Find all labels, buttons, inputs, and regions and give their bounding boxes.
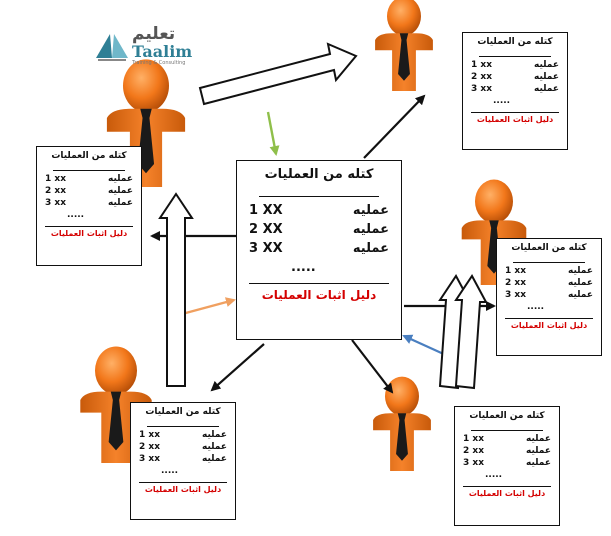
divider <box>139 482 227 483</box>
operation-row <box>471 84 559 94</box>
card-footer: دليل اثبات العمليات <box>510 321 588 330</box>
operation-label: عمليه <box>568 278 593 288</box>
continuation-dots: ..... <box>527 302 545 312</box>
card-title: كتله من العمليات <box>477 37 553 47</box>
operation-row <box>45 186 133 196</box>
divider <box>259 196 379 197</box>
divider <box>53 170 125 171</box>
operation-label: عمليه <box>534 84 559 94</box>
card-footer: دليل اثبات العمليات <box>144 485 222 494</box>
divider <box>249 283 389 284</box>
logo-english-text: Taalim <box>132 42 193 61</box>
operation-row <box>471 72 559 82</box>
operation-value: 3 xx <box>471 84 493 94</box>
operation-row <box>139 430 227 440</box>
taalim-logo <box>94 24 204 70</box>
operation-value: 2 xx <box>471 72 493 82</box>
continuation-dots: ..... <box>67 210 85 220</box>
operation-value: 1 xx <box>471 60 493 70</box>
person-icon <box>375 0 433 91</box>
operation-value: 1 xx <box>463 434 485 444</box>
operation-row <box>463 458 551 468</box>
continuation-dots: ..... <box>291 260 316 275</box>
operation-value: 2 xx <box>463 446 485 456</box>
operation-value: 3 xx <box>139 454 161 464</box>
operation-value: 1 xx <box>45 174 67 184</box>
card-title: كتله من العمليات <box>145 407 221 417</box>
operation-value: 1 xx <box>139 430 161 440</box>
card-title: كتله من العمليات <box>469 411 545 421</box>
arrow-to-bottom-left <box>212 344 264 390</box>
batch-card-bottom-right <box>454 406 560 526</box>
card-footer: دليل اثبات العمليات <box>476 115 554 124</box>
operation-row <box>505 266 593 276</box>
operation-label: عمليه <box>568 290 593 300</box>
operation-row <box>45 198 133 208</box>
operation-label: عمليه <box>108 186 133 196</box>
operation-label: عمليه <box>352 241 389 256</box>
operation-label: عمليه <box>534 60 559 70</box>
operation-value: 1 xx <box>505 266 527 276</box>
continuation-dots: ..... <box>485 470 503 480</box>
continuation-dots: ..... <box>161 466 179 476</box>
operation-label: عمليه <box>108 198 133 208</box>
operation-label: عمليه <box>352 203 389 218</box>
card-title: كتله من العمليات <box>51 151 127 161</box>
operation-label: عمليه <box>202 430 227 440</box>
operation-label: عمليه <box>568 266 593 276</box>
divider <box>513 262 585 263</box>
operation-row <box>249 241 389 256</box>
operation-label: عمليه <box>526 458 551 468</box>
divider <box>471 430 543 431</box>
operation-value: 2 xx <box>139 442 161 452</box>
operation-row <box>505 278 593 288</box>
batch-card-center <box>236 160 402 340</box>
operation-value: 3 xx <box>505 290 527 300</box>
divider <box>505 318 593 319</box>
arrow-to-top-right <box>364 96 424 158</box>
batch-card-left <box>36 146 142 266</box>
operation-label: عمليه <box>526 434 551 444</box>
operation-row <box>505 290 593 300</box>
book-logo-icon <box>94 28 130 62</box>
card-title: كتله من العمليات <box>264 167 374 182</box>
operation-label: عمليه <box>202 442 227 452</box>
operation-row <box>463 434 551 444</box>
card-footer: دليل اثبات العمليات <box>50 229 128 238</box>
hollow-arrow-top <box>200 44 356 104</box>
operation-value: 2 XX <box>249 222 283 237</box>
operation-label: عمليه <box>352 222 389 237</box>
continuation-dots: ..... <box>493 96 511 106</box>
operation-label: عمليه <box>202 454 227 464</box>
operation-label: عمليه <box>526 446 551 456</box>
card-footer: دليل اثبات العمليات <box>468 489 546 498</box>
logo-arabic-text: تعليم <box>132 24 176 44</box>
green-arrow <box>268 112 276 154</box>
operation-value: 3 xx <box>45 198 67 208</box>
divider <box>147 426 219 427</box>
operation-row <box>463 446 551 456</box>
hollow-arrow-up-right-2 <box>456 276 486 388</box>
operation-row <box>139 442 227 452</box>
operation-label: عمليه <box>108 174 133 184</box>
batch-card-right <box>496 238 602 356</box>
orange-arrow <box>182 300 234 314</box>
operation-value: 2 xx <box>45 186 67 196</box>
divider <box>479 56 551 57</box>
operation-value: 2 xx <box>505 278 527 288</box>
logo-tagline: Training & Consulting <box>132 60 186 66</box>
operation-row <box>249 222 389 237</box>
operation-row <box>139 454 227 464</box>
operation-row <box>45 174 133 184</box>
batch-card-top-right <box>462 32 568 150</box>
divider <box>45 226 133 227</box>
person-icon <box>373 377 431 471</box>
operation-value: 3 XX <box>249 241 283 256</box>
batch-card-bottom-left <box>130 402 236 520</box>
divider <box>471 112 559 113</box>
arrow-to-bottom-right <box>352 340 392 392</box>
divider <box>463 486 551 487</box>
operation-label: عمليه <box>534 72 559 82</box>
operation-value: 1 XX <box>249 203 283 218</box>
hollow-arrow-up-left <box>160 194 192 386</box>
card-footer: دليل اثبات العمليات <box>261 288 377 302</box>
operation-row <box>249 203 389 218</box>
operation-value: 3 xx <box>463 458 485 468</box>
operation-row <box>471 60 559 70</box>
card-title: كتله من العمليات <box>511 243 587 253</box>
